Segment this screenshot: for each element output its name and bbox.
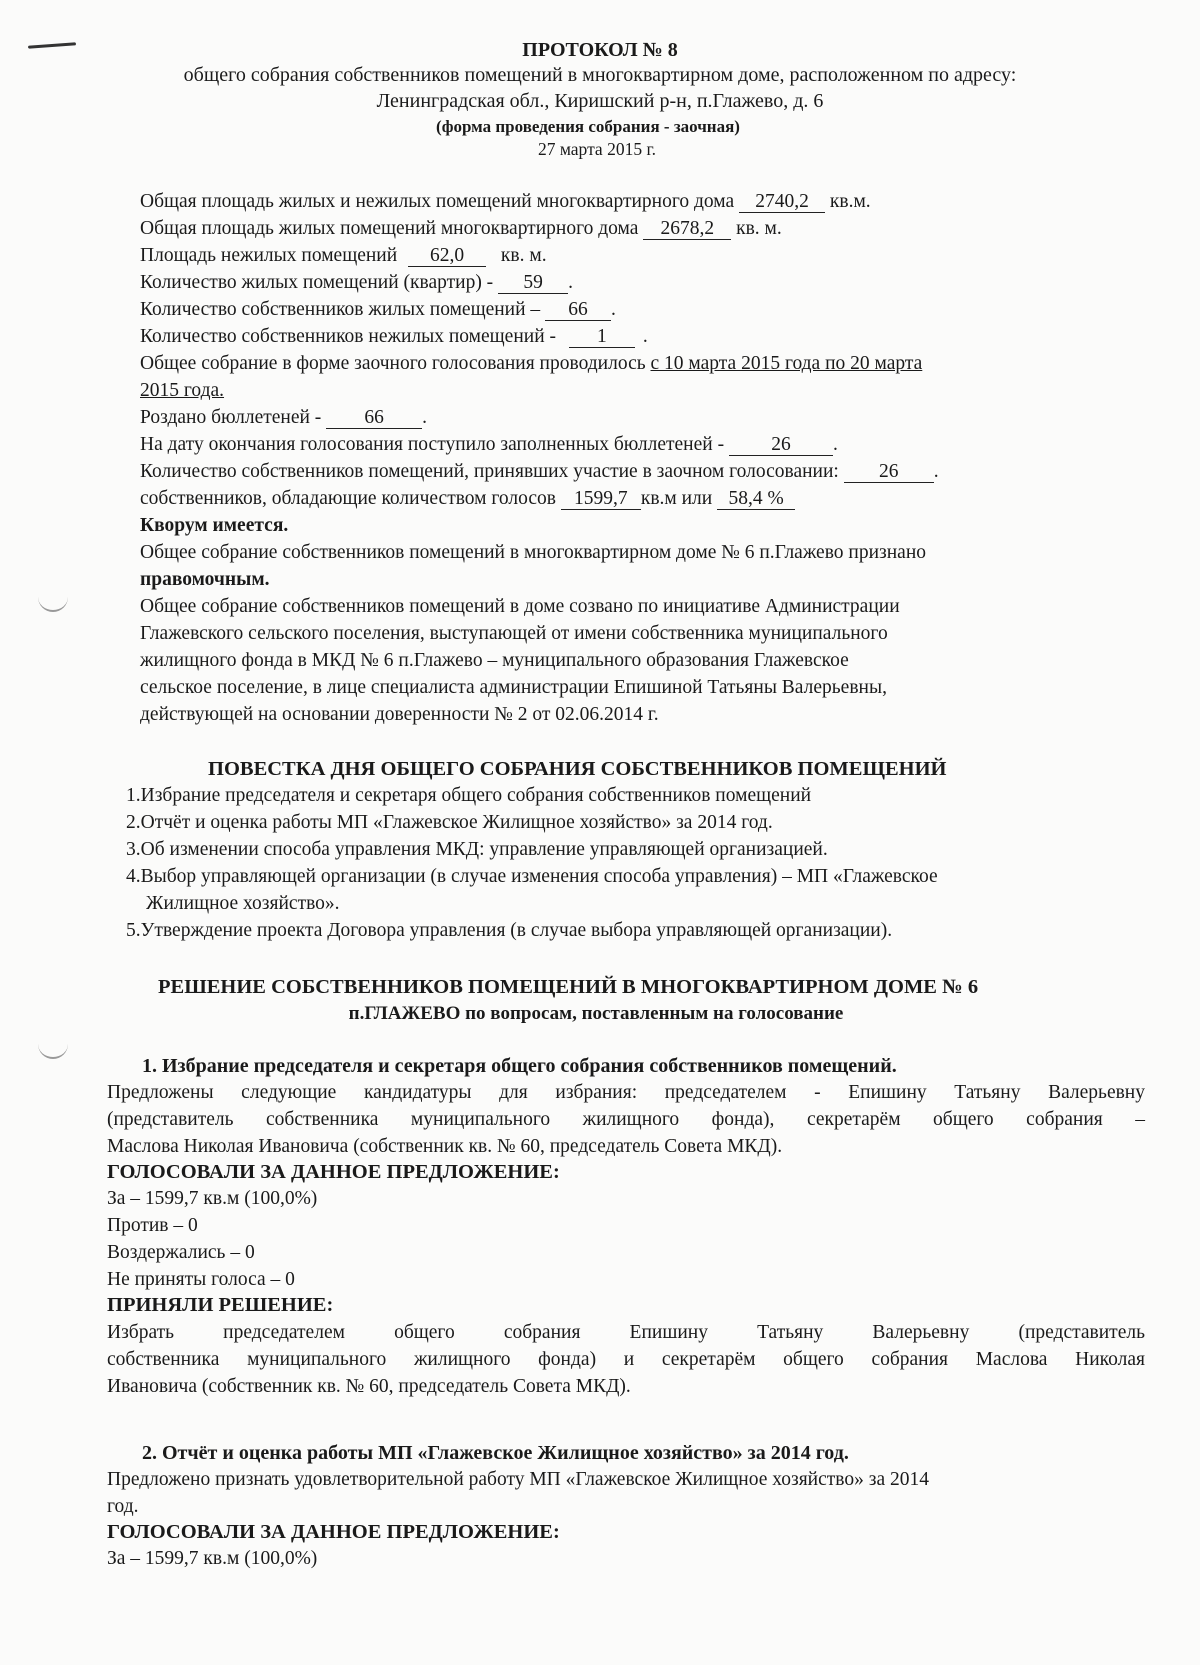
total-area-label: Общая площадь жилых и нежилых помещений многоквартирного дома: [140, 191, 735, 212]
punch-hole-mark: [38, 596, 68, 612]
total-area-unit: кв.м.: [829, 191, 871, 212]
vote-not-accepted: Не приняты голоса – 0: [107, 1269, 295, 1290]
question-1-decision: собственника муниципального жилищного фонда) и секретарём общего собрания Маслова Николая: [107, 1349, 1145, 1370]
question-1-voted-label: ГОЛОСОВАЛИ ЗА ДАННОЕ ПРЕДЛОЖЕНИЕ:: [107, 1161, 560, 1183]
quorum-text: Кворум имеется.: [140, 515, 289, 536]
initiative-line: Общее собрание собственников помещений в доме созвано по инициативе Администрации: [140, 596, 900, 617]
nonliving-area-value: 62,0: [408, 246, 486, 267]
living-area-unit: кв. м.: [736, 218, 782, 239]
vote-against: Против – 0: [107, 1215, 198, 1236]
period-value-cont: 2015 года.: [140, 380, 225, 401]
question-1-proposal: Маслова Николая Ивановича (собственник кв. № 60, председатель Совета МКД).: [107, 1136, 783, 1157]
nonliving-owners-value: 1: [569, 327, 635, 348]
agenda-item: 5.Утверждение проекта Договора управления (в случае выбора управляющей организации).: [126, 920, 893, 941]
participants-row: Количество собственников помещений, принявших участие в заочном голосовании: 26 .: [140, 461, 939, 482]
total-area-row: [140, 190, 871, 214]
period-label: Общее собрание в форме заочного голосования проводилось: [140, 353, 646, 374]
nonliving-owners-label: Количество собственников нежилых помещений -: [140, 326, 557, 347]
participants-value: 26: [844, 462, 934, 483]
vote-abstained: Воздержались – 0: [107, 1242, 255, 1263]
competent-text: Общее собрание собственников помещений в многоквартирном доме № 6 п.Глажево признано: [140, 542, 926, 563]
living-area-label: Общая площадь жилых помещений многоквартирного дома: [140, 218, 639, 239]
question-2-heading: 2. Отчёт и оценка работы МП «Глажевское Жилищное хозяйство» за 2014 год.: [142, 1442, 849, 1464]
decision-title: РЕШЕНИЕ СОБСТВЕННИКОВ ПОМЕЩЕНИЙ В МНОГОКВАРТИРНОМ ДОМЕ № 6: [158, 976, 979, 998]
agenda-item: 4.Выбор управляющей организации (в случае изменения способа управления) – МП «Глажевское: [126, 866, 938, 887]
document-subtitle: общего собрания собственников помещений в многоквартирном доме, расположенном по адресу:: [183, 64, 1017, 86]
punch-hole-mark: [38, 1043, 68, 1059]
question-2-voted-label: ГОЛОСОВАЛИ ЗА ДАННОЕ ПРЕДЛОЖЕНИЕ:: [107, 1521, 560, 1543]
ballots-received-value: 26: [729, 435, 833, 456]
question-2-proposal: Предложено признать удовлетворительной работу МП «Глажевское Жилищное хозяйство» за 2014: [107, 1469, 929, 1490]
apartments-row: Количество жилых помещений (квартир) - 59 .: [140, 272, 573, 293]
apartments-label: Количество жилых помещений (квартир) -: [140, 272, 494, 293]
ballots-issued-row: Роздано бюллетеней - 66 .: [140, 407, 428, 428]
agenda-item-cont: Жилищное хозяйство».: [146, 893, 340, 914]
question-1-decision: Ивановича (собственник кв. № 60, председатель Совета МКД).: [107, 1376, 631, 1397]
meeting-date: 27 марта 2015 г.: [537, 139, 657, 159]
agenda-item: 2.Отчёт и оценка работы МП «Глажевское Жилищное хозяйство» за 2014 год.: [126, 812, 773, 833]
votes-value: 1599,7: [561, 489, 641, 510]
votes-percent: 58,4 %: [717, 489, 795, 510]
nonliving-area-label: Площадь нежилых помещений: [140, 245, 398, 266]
agenda-item: 3.Об изменении способа управления МКД: управление управляющей организацией.: [126, 839, 828, 860]
participants-label: Количество собственников помещений, принявших участие в заочном голосовании:: [140, 461, 839, 482]
question-1-decided-label: ПРИНЯЛИ РЕШЕНИЕ:: [107, 1294, 334, 1316]
initiative-line: действующей на основании доверенности № 2 от 02.06.2014 г.: [140, 704, 659, 725]
ballots-issued-value: 66: [326, 408, 422, 429]
question-1-decision: Избрать председателем общего собрания Епишину Татьяну Валерьевну (представитель: [107, 1322, 1145, 1343]
nonliving-owners-row: Количество собственников нежилых помещений - 1 .: [140, 326, 648, 347]
apartments-value: 59: [498, 273, 568, 294]
initiative-line: сельское поселение, в лице специалиста администрации Епишиной Татьяны Валерьевны,: [140, 677, 887, 698]
ballots-received-row: На дату окончания голосования поступило заполненных бюллетеней - 26 .: [140, 434, 838, 455]
agenda-title: ПОВЕСТКА ДНЯ ОБЩЕГО СОБРАНИЯ СОБСТВЕННИКОВ ПОМЕЩЕНИЙ: [208, 758, 947, 780]
living-area-value: 2678,2: [643, 219, 731, 240]
period-value: с 10 марта 2015 года по 20 марта: [650, 353, 923, 374]
vote-for: За – 1599,7 кв.м (100,0%): [107, 1188, 318, 1209]
question-1-heading: 1. Избрание председателя и секретаря общего собрания собственников помещений.: [142, 1055, 897, 1077]
period-row: [140, 352, 922, 376]
living-area-row: [140, 217, 782, 241]
total-area-value: 2740,2: [739, 192, 825, 213]
question-1-proposal: Предложены следующие кандидатуры для избрания: председателем - Епишину Татьяну Валерьевну: [107, 1082, 1145, 1103]
ballots-issued-label: Роздано бюллетеней -: [140, 407, 322, 428]
initiative-line: жилищного фонда в МКД № 6 п.Глажево – муниципального образования Глажевское: [140, 650, 849, 671]
nonliving-area-row: [140, 244, 547, 268]
votes-row: [140, 487, 795, 511]
votes-label: собственников, обладающие количеством голосов: [140, 488, 556, 509]
competent-word: правомочным.: [140, 569, 270, 590]
question-2-proposal: год.: [107, 1496, 139, 1517]
agenda-item: 1.Избрание председателя и секретаря общего собрания собственников помещений: [126, 785, 812, 806]
living-owners-label: Количество собственников жилых помещений –: [140, 299, 541, 320]
initiative-line: Глажевского сельского поселения, выступающей от имени собственника муниципального: [140, 623, 888, 644]
living-owners-value: 66: [545, 300, 611, 321]
nonliving-area-unit: кв. м.: [500, 245, 547, 266]
votes-unit: кв.м или: [640, 488, 713, 509]
meeting-form: (форма проведения собрания - заочная): [436, 117, 740, 136]
document-title: ПРОТОКОЛ № 8: [522, 39, 678, 61]
ballots-received-label: На дату окончания голосования поступило заполненных бюллетеней -: [140, 434, 725, 455]
decision-subtitle: п.ГЛАЖЕВО по вопросам, поставленным на голосование: [348, 1003, 844, 1024]
vote-for: За – 1599,7 кв.м (100,0%): [107, 1548, 318, 1569]
living-owners-row: Количество собственников жилых помещений – 66 .: [140, 299, 616, 320]
question-1-proposal: (представитель собственника муниципального жилищного фонда), секретарём общего собрания –: [107, 1109, 1145, 1130]
address: Ленинградская обл., Киришский р-н, п.Глажево, д. 6: [376, 90, 824, 112]
